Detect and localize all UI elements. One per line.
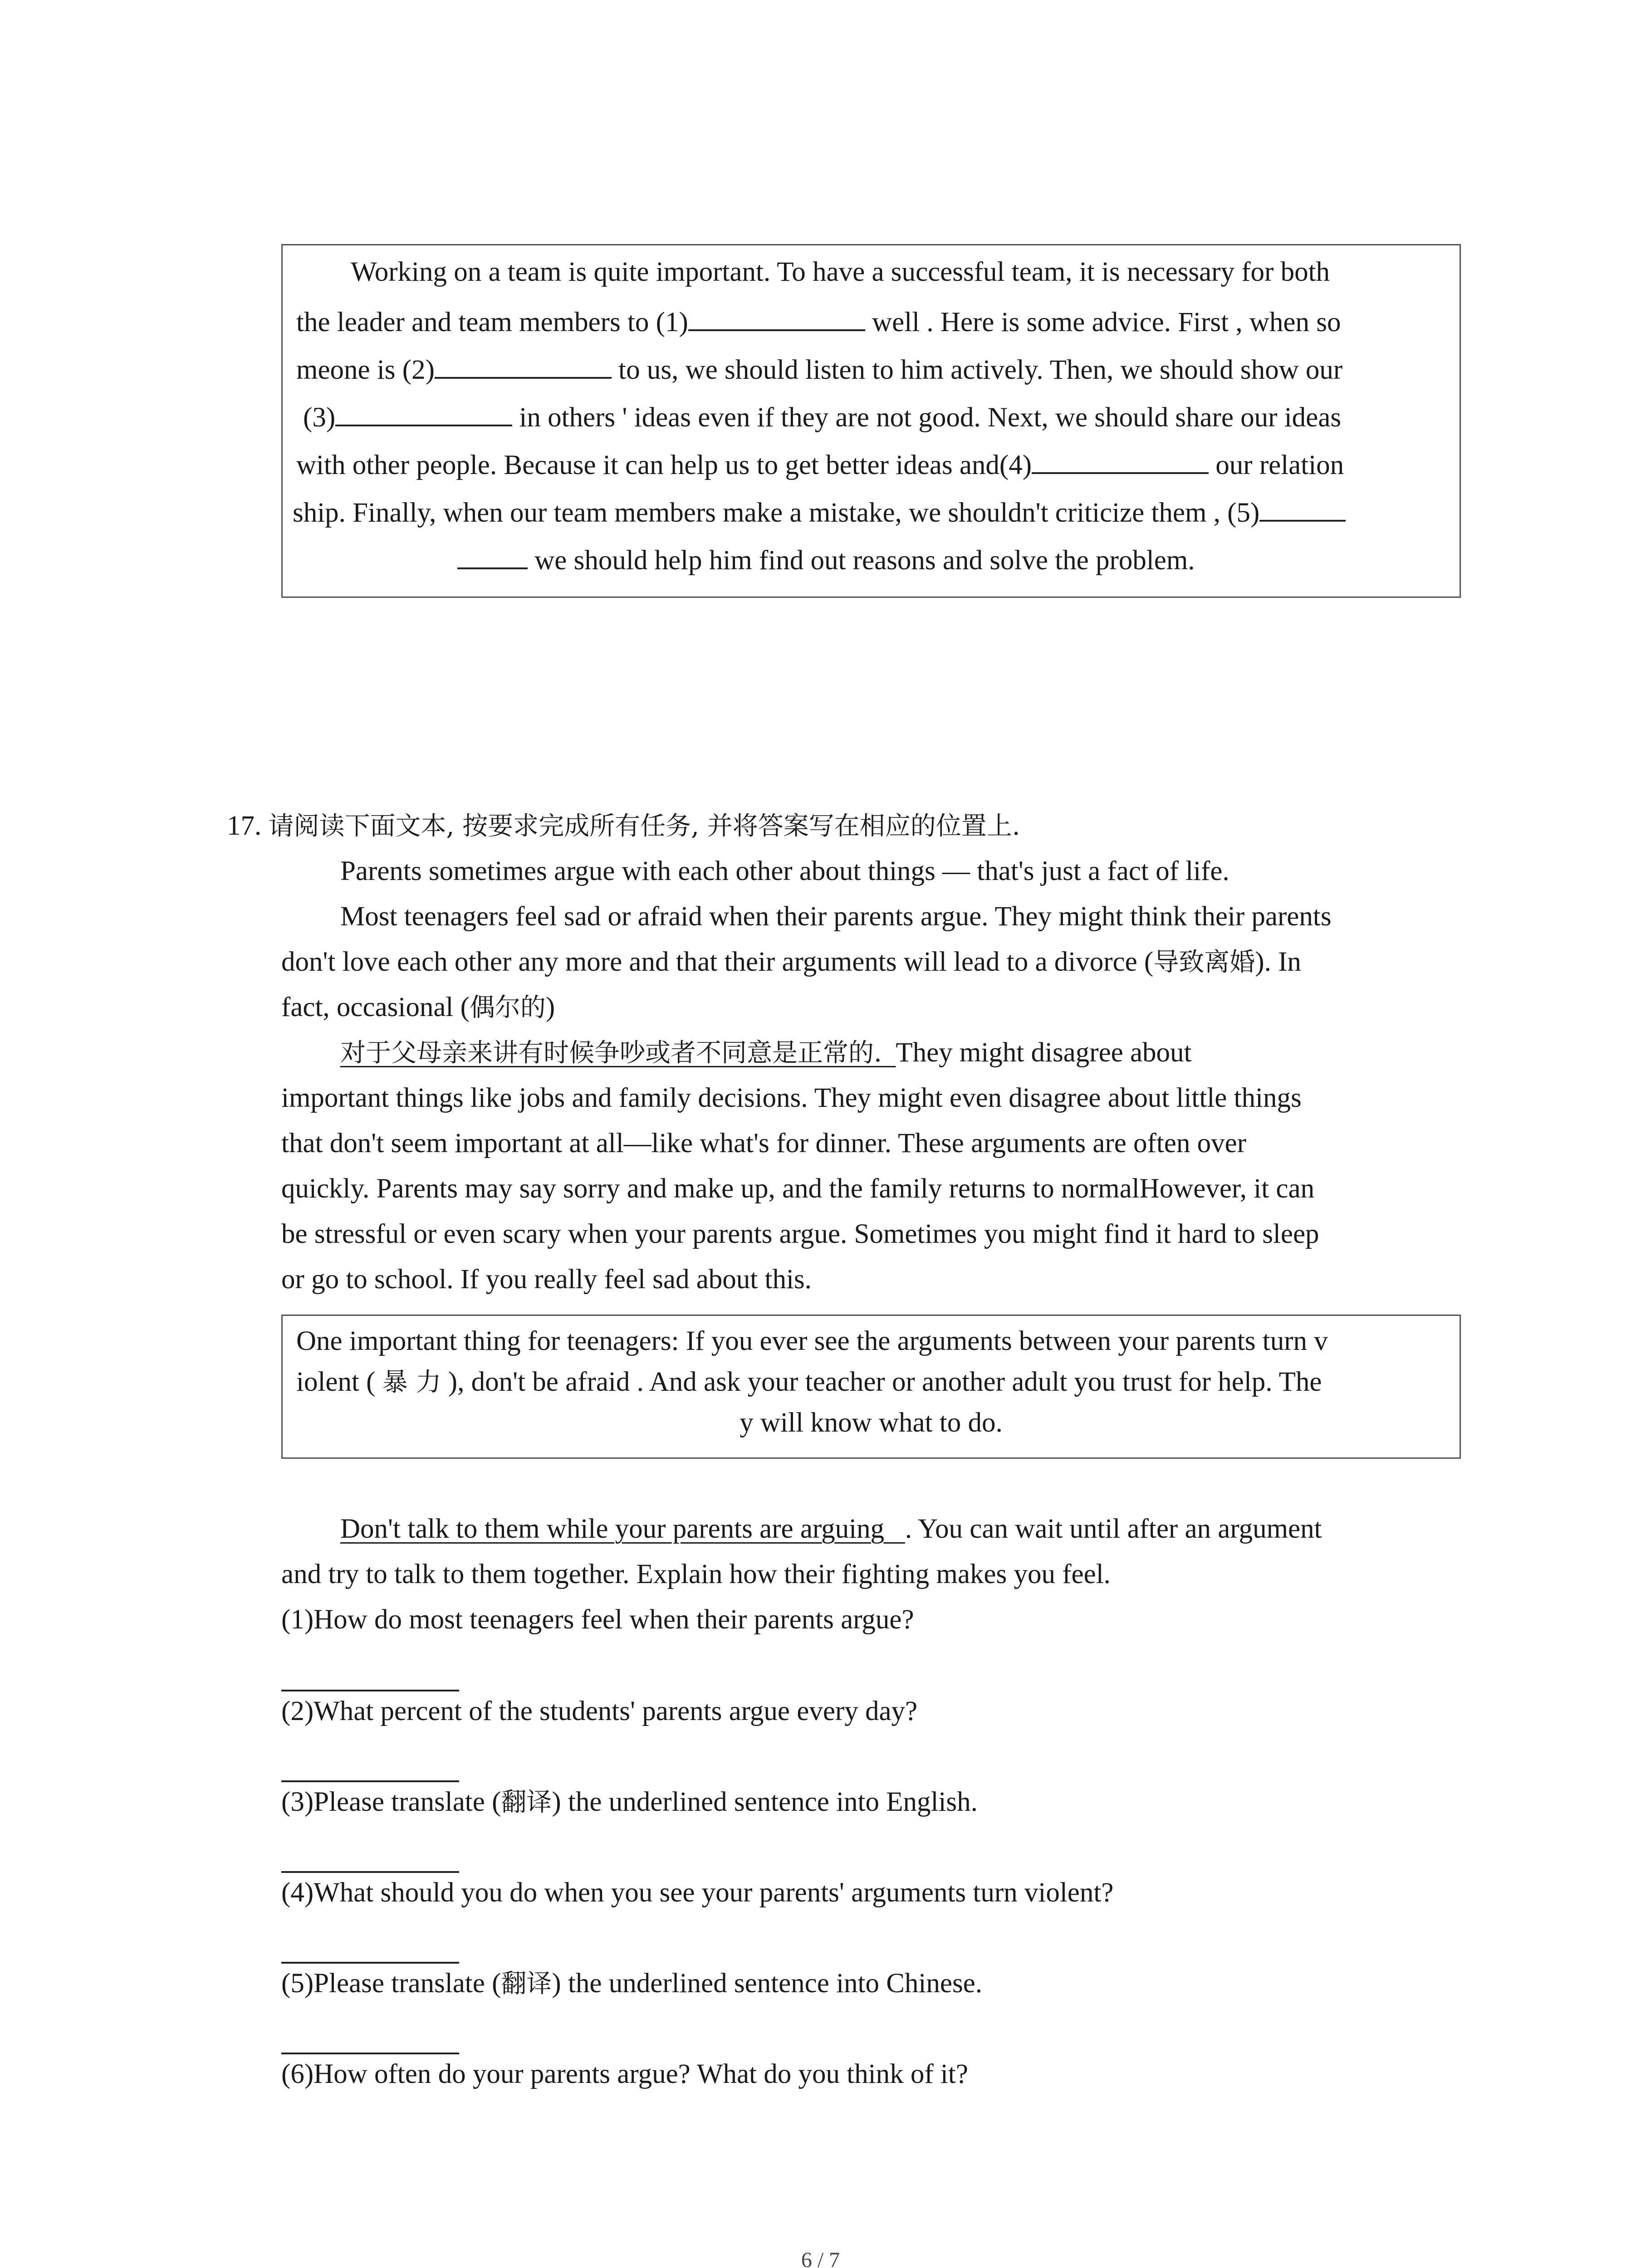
paragraph-3-line-3: that don't seem important at all—like what's for dinner. These arguments are often over xyxy=(281,1128,1247,1158)
passage-line-2: the leader and team members to (1) well . Here is some advice. First , when so xyxy=(296,306,1341,336)
page-number: 6 / 7 xyxy=(801,2248,840,2268)
answer-line-3[interactable] xyxy=(281,1871,459,1873)
blank-5-end[interactable] xyxy=(457,544,528,569)
sub-question-3: (3)Please translate (翻译) the underlined sentence into English. xyxy=(281,1787,978,1817)
passage-line-1: Working on a team is quite important. To have a successful team, it is necessary for both xyxy=(351,257,1330,287)
passage-line-4: (3) in others ' ideas even if they are not good. Next, we should share our ideas xyxy=(303,401,1341,431)
paragraph-3-line-4: quickly. Parents may say sorry and make up, and the family returns to normalHowever, it can xyxy=(281,1173,1315,1204)
paragraph-3-line-1: 对于父母亲来讲有时候争吵或者不同意是正常的. They might disagree about xyxy=(340,1037,1192,1068)
question-17-heading: 17. 请阅读下面文本, 按要求完成所有任务, 并将答案写在相应的位置上. xyxy=(227,811,1020,841)
passage-line-7: we should help him find out reasons and solve the problem. xyxy=(457,544,1195,574)
blank-4[interactable] xyxy=(1032,449,1209,474)
sub-question-2: (2)What percent of the students' parents argue every day? xyxy=(281,1696,918,1726)
blank-2[interactable] xyxy=(435,353,612,379)
note-line-3: y will know what to do. xyxy=(740,1408,1003,1438)
paragraph-3-line-6: or go to school. If you really feel sad about this. xyxy=(281,1264,812,1295)
paragraph-3-line-5: be stressful or even scary when your parents argue. Sometimes you might find it hard to sleep xyxy=(281,1219,1319,1249)
passage-box xyxy=(281,244,1461,598)
underlined-chinese-sentence: 对于父母亲来讲有时候争吵或者不同意是正常的. xyxy=(340,1038,882,1068)
note-line-2: iolent ( 暴 力 ), don't be afraid . And ask your teacher or another adult you trust for help. The xyxy=(296,1367,1322,1397)
blank-5-start[interactable] xyxy=(1259,496,1346,522)
paragraph-2-line-2: don't love each other any more and that their arguments will lead to a divorce (导致离婚). In xyxy=(281,947,1301,977)
underlined-english-sentence: Don't talk to them while your parents are arguing xyxy=(340,1514,905,1544)
answer-line-5[interactable] xyxy=(281,2053,459,2054)
sub-question-6: (6)How often do your parents argue? What do you think of it? xyxy=(281,2059,968,2089)
answer-line-2[interactable] xyxy=(281,1780,459,1782)
note-line-1: One important thing for teenagers: If you ever see the arguments between your parents turn v xyxy=(296,1326,1328,1356)
sub-question-5: (5)Please translate (翻译) the underlined sentence into Chinese. xyxy=(281,1968,983,1999)
paragraph-3-line-2: important things like jobs and family decisions. They might even disagree about little things xyxy=(281,1083,1302,1113)
passage-line-6: ship. Finally, when our team members make a mistake, we shouldn't criticize them , (5) xyxy=(293,496,1346,527)
paragraph-4-line-2: and try to talk to them together. Explain how their fighting makes you feel. xyxy=(281,1559,1111,1589)
answer-line-4[interactable] xyxy=(281,1962,459,1964)
paragraph-1: Parents sometimes argue with each other about things — that's just a fact of life. xyxy=(340,856,1230,886)
passage-line-5: with other people. Because it can help us to get better ideas and(4) our relation xyxy=(296,449,1344,479)
blank-3[interactable] xyxy=(335,401,512,426)
sub-question-4: (4)What should you do when you see your parents' arguments turn violent? xyxy=(281,1877,1114,1908)
note-box xyxy=(281,1315,1461,1459)
answer-line-1[interactable] xyxy=(281,1690,459,1691)
paragraph-4-line-1: Don't talk to them while your parents are arguing . You can wait until after an argument xyxy=(340,1514,1322,1544)
sub-question-1: (1)How do most teenagers feel when their parents argue? xyxy=(281,1604,914,1635)
passage-line-3: meone is (2) to us, we should listen to him actively. Then, we should show our xyxy=(296,353,1342,384)
paragraph-2-line-3: fact, occasional (偶尔的) xyxy=(281,992,555,1022)
blank-1[interactable] xyxy=(688,306,865,331)
paragraph-2-line-1: Most teenagers feel sad or afraid when their parents argue. They might think their parents xyxy=(340,901,1332,932)
